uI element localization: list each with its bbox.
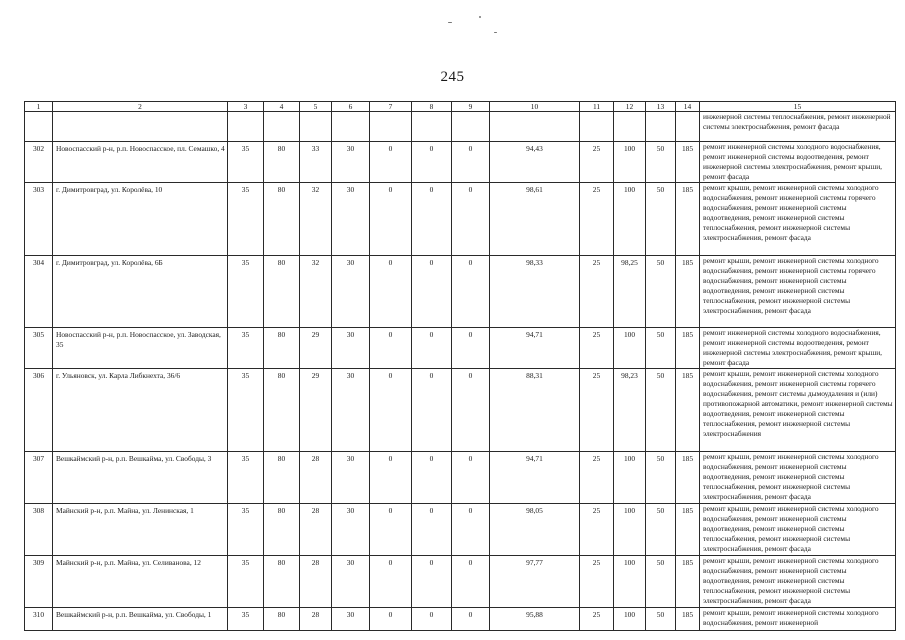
value-cell-13: 50 — [646, 504, 676, 556]
value-cell-10: 88,31 — [490, 369, 580, 452]
works-cell: ремонт крыши, ремонт инженерной системы холодного водоснабжения, ремонт инженерной системы водоотведения, ремонт инженерной системы теплоснабжения, ремонт инженерной системы электроснабжения, ремонт фасада — [700, 452, 896, 504]
value-cell-11: 25 — [580, 183, 614, 256]
value-cell-9: 0 — [452, 256, 490, 328]
column-number-15: 15 — [700, 102, 896, 112]
table-row — [25, 504, 896, 556]
value-cell-8: 0 — [412, 369, 452, 452]
value-cell-9: 0 — [452, 142, 490, 183]
value-cell-6: 30 — [332, 328, 370, 369]
empty-cell — [580, 112, 614, 142]
column-number-row — [25, 102, 896, 112]
empty-cell — [370, 112, 412, 142]
value-cell-9: 0 — [452, 328, 490, 369]
value-cell-10: 98,05 — [490, 504, 580, 556]
value-cell-4: 80 — [264, 142, 300, 183]
column-number-1: 1 — [25, 102, 53, 112]
address-cell: г. Димитровград, ул. Королёва, 10 — [53, 183, 228, 256]
address-cell: Вешкаймский р-н, р.п. Вешкайма, ул. Свободы, 1 — [53, 608, 228, 631]
value-cell-3: 35 — [228, 369, 264, 452]
row-number: 310 — [25, 608, 53, 631]
row-number: 302 — [25, 142, 53, 183]
value-cell-6: 30 — [332, 256, 370, 328]
value-cell-8: 0 — [412, 328, 452, 369]
value-cell-3: 35 — [228, 608, 264, 631]
column-number-3: 3 — [228, 102, 264, 112]
value-cell-8: 0 — [412, 256, 452, 328]
value-cell-12: 100 — [614, 556, 646, 608]
value-cell-14: 185 — [676, 556, 700, 608]
address-cell: Майнский р-н, р.п. Майна, ул. Ленинская, 1 — [53, 504, 228, 556]
value-cell-4: 80 — [264, 183, 300, 256]
value-cell-9: 0 — [452, 504, 490, 556]
works-cell: ремонт инженерной системы холодного водоснабжения, ремонт инженерной системы водоотведения, ремонт инженерной системы электроснабжения, ремонт крыши, ремонт фасада — [700, 142, 896, 183]
table-row — [25, 183, 896, 256]
value-cell-3: 35 — [228, 256, 264, 328]
value-cell-11: 25 — [580, 452, 614, 504]
column-number-9: 9 — [452, 102, 490, 112]
value-cell-4: 80 — [264, 452, 300, 504]
value-cell-14: 185 — [676, 256, 700, 328]
value-cell-13: 50 — [646, 142, 676, 183]
table-row — [25, 452, 896, 504]
value-cell-10: 94,43 — [490, 142, 580, 183]
value-cell-8: 0 — [412, 452, 452, 504]
scan-speck — [448, 22, 452, 23]
value-cell-9: 0 — [452, 452, 490, 504]
column-number-10: 10 — [490, 102, 580, 112]
value-cell-5: 28 — [300, 608, 332, 631]
table-row — [25, 256, 896, 328]
row-number: 306 — [25, 369, 53, 452]
value-cell-10: 94,71 — [490, 452, 580, 504]
empty-cell — [452, 112, 490, 142]
value-cell-5: 28 — [300, 504, 332, 556]
repair-program-table — [24, 101, 896, 631]
row-number: 304 — [25, 256, 53, 328]
address-cell: Вешкаймский р-н, р.п. Вешкайма, ул. Свободы, 3 — [53, 452, 228, 504]
value-cell-7: 0 — [370, 369, 412, 452]
column-number-12: 12 — [614, 102, 646, 112]
value-cell-14: 185 — [676, 452, 700, 504]
value-cell-5: 28 — [300, 556, 332, 608]
value-cell-10: 97,77 — [490, 556, 580, 608]
works-cell: ремонт крыши, ремонт инженерной системы холодного водоснабжения, ремонт инженерной системы горячего водоснабжения, ремонт системы дымоудаления и (или) противопожарной автоматики, ремонт инженерной системы водоотведения, ремонт инженерной системы теплоснабжения, ремонт инженерной системы электроснабжения — [700, 369, 896, 452]
value-cell-8: 0 — [412, 556, 452, 608]
value-cell-3: 35 — [228, 504, 264, 556]
empty-cell — [25, 112, 53, 142]
address-cell: г. Ульяновск, ул. Карла Либкнехта, 36/6 — [53, 369, 228, 452]
value-cell-4: 80 — [264, 608, 300, 631]
value-cell-5: 29 — [300, 369, 332, 452]
value-cell-7: 0 — [370, 142, 412, 183]
value-cell-7: 0 — [370, 256, 412, 328]
works-cell: ремонт крыши, ремонт инженерной системы холодного водоснабжения, ремонт инженерной системы горячего водоснабжения, ремонт инженерной системы водоотведения, ремонт инженерной системы теплоснабжения, ремонт инженерной системы электроснабжения, ремонт фасада — [700, 183, 896, 256]
value-cell-14: 185 — [676, 328, 700, 369]
works-cell: ремонт крыши, ремонт инженерной системы холодного водоснабжения, ремонт инженерной системы водоотведения, ремонт инженерной системы теплоснабжения, ремонт инженерной системы электроснабжения, ремонт фасада — [700, 504, 896, 556]
value-cell-8: 0 — [412, 608, 452, 631]
works-cell: ремонт крыши, ремонт инженерной системы холодного водоснабжения, ремонт инженерной системы горячего водоснабжения, ремонт инженерной системы водоотведения, ремонт инженерной системы теплоснабжения, ремонт инженерной системы электроснабжения, ремонт фасада — [700, 256, 896, 328]
column-number-2: 2 — [53, 102, 228, 112]
column-number-7: 7 — [370, 102, 412, 112]
value-cell-6: 30 — [332, 608, 370, 631]
value-cell-12: 98,23 — [614, 369, 646, 452]
value-cell-3: 35 — [228, 452, 264, 504]
empty-cell — [332, 112, 370, 142]
value-cell-5: 32 — [300, 256, 332, 328]
value-cell-9: 0 — [452, 183, 490, 256]
address-cell: Новоспасский р-н, р.п. Новоспасское, ул. Заводская, 35 — [53, 328, 228, 369]
table-row — [25, 369, 896, 452]
value-cell-4: 80 — [264, 369, 300, 452]
value-cell-11: 25 — [580, 142, 614, 183]
column-number-8: 8 — [412, 102, 452, 112]
value-cell-3: 35 — [228, 556, 264, 608]
value-cell-3: 35 — [228, 328, 264, 369]
row-number: 308 — [25, 504, 53, 556]
value-cell-11: 25 — [580, 369, 614, 452]
value-cell-8: 0 — [412, 504, 452, 556]
column-number-5: 5 — [300, 102, 332, 112]
page-number: 245 — [440, 69, 465, 85]
value-cell-13: 50 — [646, 608, 676, 631]
value-cell-14: 185 — [676, 369, 700, 452]
value-cell-4: 80 — [264, 256, 300, 328]
value-cell-12: 100 — [614, 142, 646, 183]
works-cell: ремонт крыши, ремонт инженерной системы холодного водоснабжения, ремонт инженерной — [700, 608, 896, 631]
row-number: 309 — [25, 556, 53, 608]
repair-program-table-wrap — [24, 101, 893, 631]
value-cell-3: 35 — [228, 142, 264, 183]
value-cell-5: 32 — [300, 183, 332, 256]
empty-cell — [646, 112, 676, 142]
value-cell-5: 33 — [300, 142, 332, 183]
works-cell: ремонт инженерной системы холодного водоснабжения, ремонт инженерной системы водоотведения, ремонт инженерной системы электроснабжения, ремонт крыши, ремонт фасада — [700, 328, 896, 369]
value-cell-12: 98,25 — [614, 256, 646, 328]
value-cell-7: 0 — [370, 328, 412, 369]
value-cell-10: 98,61 — [490, 183, 580, 256]
value-cell-5: 28 — [300, 452, 332, 504]
value-cell-9: 0 — [452, 556, 490, 608]
works-cell: ремонт крыши, ремонт инженерной системы холодного водоснабжения, ремонт инженерной системы водоотведения, ремонт инженерной системы теплоснабжения, ремонт инженерной системы электроснабжения, ремонт фасада — [700, 556, 896, 608]
value-cell-10: 95,88 — [490, 608, 580, 631]
value-cell-7: 0 — [370, 556, 412, 608]
table-row — [25, 608, 896, 631]
value-cell-12: 100 — [614, 183, 646, 256]
value-cell-13: 50 — [646, 369, 676, 452]
table-row — [25, 328, 896, 369]
value-cell-14: 185 — [676, 608, 700, 631]
value-cell-7: 0 — [370, 452, 412, 504]
value-cell-12: 100 — [614, 452, 646, 504]
empty-cell — [264, 112, 300, 142]
empty-cell — [490, 112, 580, 142]
value-cell-13: 50 — [646, 556, 676, 608]
column-number-11: 11 — [580, 102, 614, 112]
value-cell-13: 50 — [646, 256, 676, 328]
value-cell-11: 25 — [580, 556, 614, 608]
column-number-4: 4 — [264, 102, 300, 112]
continuation-row — [25, 112, 896, 142]
value-cell-13: 50 — [646, 452, 676, 504]
value-cell-7: 0 — [370, 608, 412, 631]
table-row — [25, 142, 896, 183]
scan-speck — [494, 32, 497, 33]
value-cell-5: 29 — [300, 328, 332, 369]
empty-cell — [300, 112, 332, 142]
value-cell-13: 50 — [646, 183, 676, 256]
value-cell-6: 30 — [332, 183, 370, 256]
value-cell-3: 35 — [228, 183, 264, 256]
scan-speck — [479, 16, 481, 18]
column-number-13: 13 — [646, 102, 676, 112]
empty-cell — [614, 112, 646, 142]
value-cell-4: 80 — [264, 556, 300, 608]
row-number: 303 — [25, 183, 53, 256]
address-cell: г. Димитровград, ул. Королёва, 6Б — [53, 256, 228, 328]
address-cell: Новоспасский р-н, р.п. Новоспасское, пл. Семашко, 4 — [53, 142, 228, 183]
continuation-works-cell: инженерной системы теплоснабжения, ремонт инженерной системы электроснабжения, ремонт фасада — [700, 112, 896, 142]
value-cell-4: 80 — [264, 504, 300, 556]
value-cell-13: 50 — [646, 328, 676, 369]
value-cell-12: 100 — [614, 608, 646, 631]
value-cell-4: 80 — [264, 328, 300, 369]
empty-cell — [53, 112, 228, 142]
value-cell-11: 25 — [580, 608, 614, 631]
value-cell-6: 30 — [332, 369, 370, 452]
value-cell-10: 94,71 — [490, 328, 580, 369]
value-cell-8: 0 — [412, 183, 452, 256]
value-cell-11: 25 — [580, 328, 614, 369]
value-cell-12: 100 — [614, 504, 646, 556]
value-cell-6: 30 — [332, 142, 370, 183]
empty-cell — [412, 112, 452, 142]
value-cell-6: 30 — [332, 452, 370, 504]
value-cell-8: 0 — [412, 142, 452, 183]
value-cell-11: 25 — [580, 504, 614, 556]
value-cell-14: 185 — [676, 142, 700, 183]
empty-cell — [676, 112, 700, 142]
value-cell-7: 0 — [370, 504, 412, 556]
value-cell-7: 0 — [370, 183, 412, 256]
table-row — [25, 556, 896, 608]
value-cell-9: 0 — [452, 608, 490, 631]
column-number-14: 14 — [676, 102, 700, 112]
value-cell-11: 25 — [580, 256, 614, 328]
empty-cell — [228, 112, 264, 142]
column-number-6: 6 — [332, 102, 370, 112]
value-cell-9: 0 — [452, 369, 490, 452]
value-cell-10: 98,33 — [490, 256, 580, 328]
value-cell-14: 185 — [676, 504, 700, 556]
value-cell-12: 100 — [614, 328, 646, 369]
row-number: 305 — [25, 328, 53, 369]
value-cell-6: 30 — [332, 556, 370, 608]
value-cell-14: 185 — [676, 183, 700, 256]
value-cell-6: 30 — [332, 504, 370, 556]
address-cell: Майнский р-н, р.п. Майна, ул. Селиванова, 12 — [53, 556, 228, 608]
row-number: 307 — [25, 452, 53, 504]
